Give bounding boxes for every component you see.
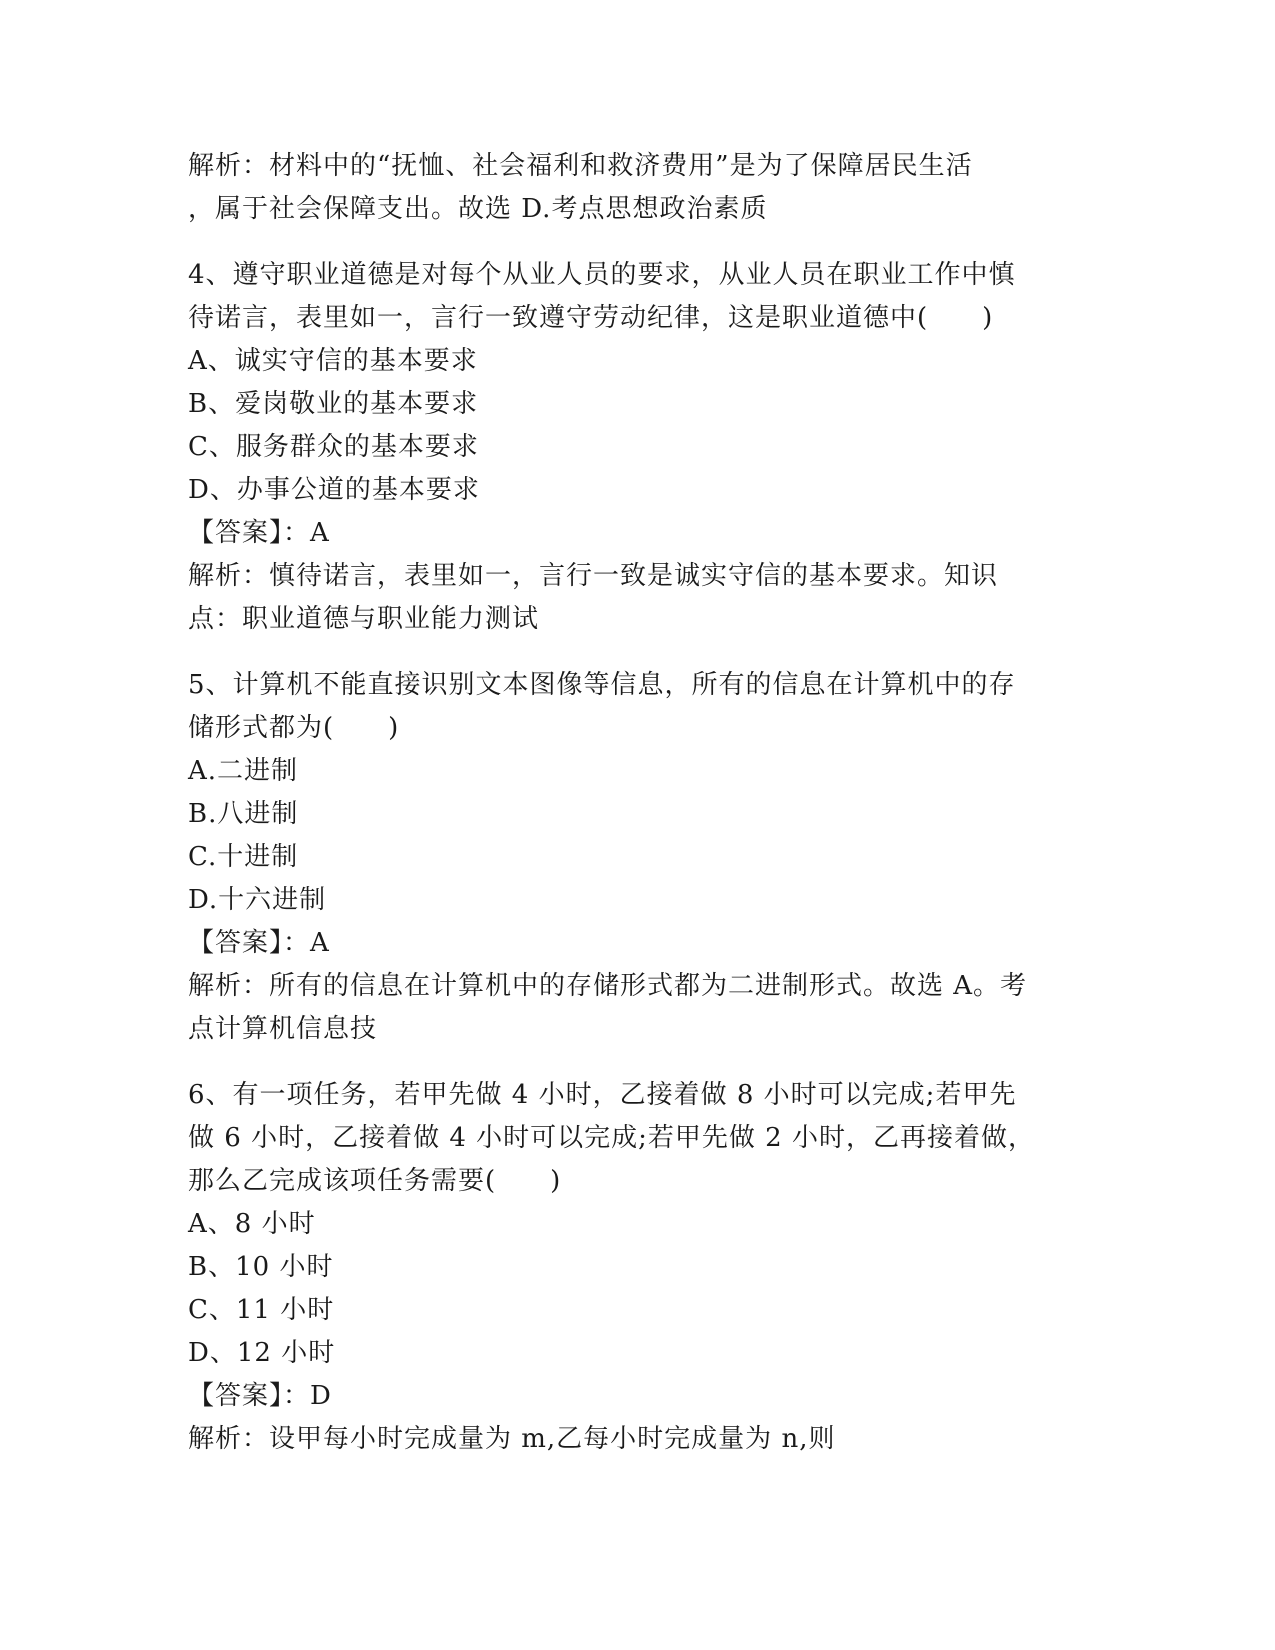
answer: 【答案】：A <box>188 928 330 958</box>
answer: 【答案】：D <box>188 1381 332 1411</box>
explanation-line: ，属于社会保障支出。故选 D.考点思想政治素质 <box>188 194 768 224</box>
question-stem: 6、有一项任务，若甲先做 4 小时，乙接着做 8 小时可以完成;若甲先 <box>188 1080 1017 1110</box>
option-a: A、8 小时 <box>188 1209 316 1239</box>
question-stem: 待诺言，表里如一，言行一致遵守劳动纪律，这是职业道德中( ) <box>188 303 994 333</box>
option-d: D.十六进制 <box>188 885 327 915</box>
option-c: C、服务群众的基本要求 <box>188 432 479 462</box>
question-stem: 储形式都为( ) <box>188 713 400 743</box>
document-page <box>188 145 1088 1461</box>
option-b: B、10 小时 <box>188 1252 334 1282</box>
explanation-line: 解析：材料中的“抚恤、社会福利和救济费用”是为了保障居民生活 <box>188 151 973 181</box>
option-a: A、诚实守信的基本要求 <box>188 346 478 376</box>
answer: 【答案】：A <box>188 518 330 548</box>
option-c: C、11 小时 <box>188 1295 335 1325</box>
explanation-line: 点：职业道德与职业能力测试 <box>188 604 540 634</box>
question-stem: 做 6 小时，乙接着做 4 小时可以完成;若甲先做 2 小时，乙再接着做， <box>188 1123 1035 1153</box>
explanation-line: 解析：所有的信息在计算机中的存储形式都为二进制形式。故选 A。考 <box>188 971 1028 1001</box>
explanation-line: 点计算机信息技 <box>188 1014 378 1044</box>
question-5 <box>188 664 1088 1051</box>
question-stem: 那么乙完成该项任务需要( ) <box>188 1166 562 1196</box>
option-c: C.十进制 <box>188 842 299 872</box>
question-stem: 5、计算机不能直接识别文本图像等信息，所有的信息在计算机中的存 <box>188 670 1016 700</box>
question-6 <box>188 1074 1088 1461</box>
question-stem: 4、遵守职业道德是对每个从业人员的要求，从业人员在职业工作中慎 <box>188 260 1016 290</box>
option-b: B.八进制 <box>188 799 299 829</box>
option-d: D、12 小时 <box>188 1338 336 1368</box>
explanation-line: 解析：设甲每小时完成量为 m,乙每小时完成量为 n,则 <box>188 1424 836 1454</box>
prev-explanation <box>188 145 1088 231</box>
option-a: A.二进制 <box>188 756 299 786</box>
question-4 <box>188 254 1088 641</box>
explanation-line: 解析：慎待诺言，表里如一，言行一致是诚实守信的基本要求。知识 <box>188 561 999 591</box>
option-d: D、办事公道的基本要求 <box>188 475 480 505</box>
option-b: B、爱岗敬业的基本要求 <box>188 389 479 419</box>
